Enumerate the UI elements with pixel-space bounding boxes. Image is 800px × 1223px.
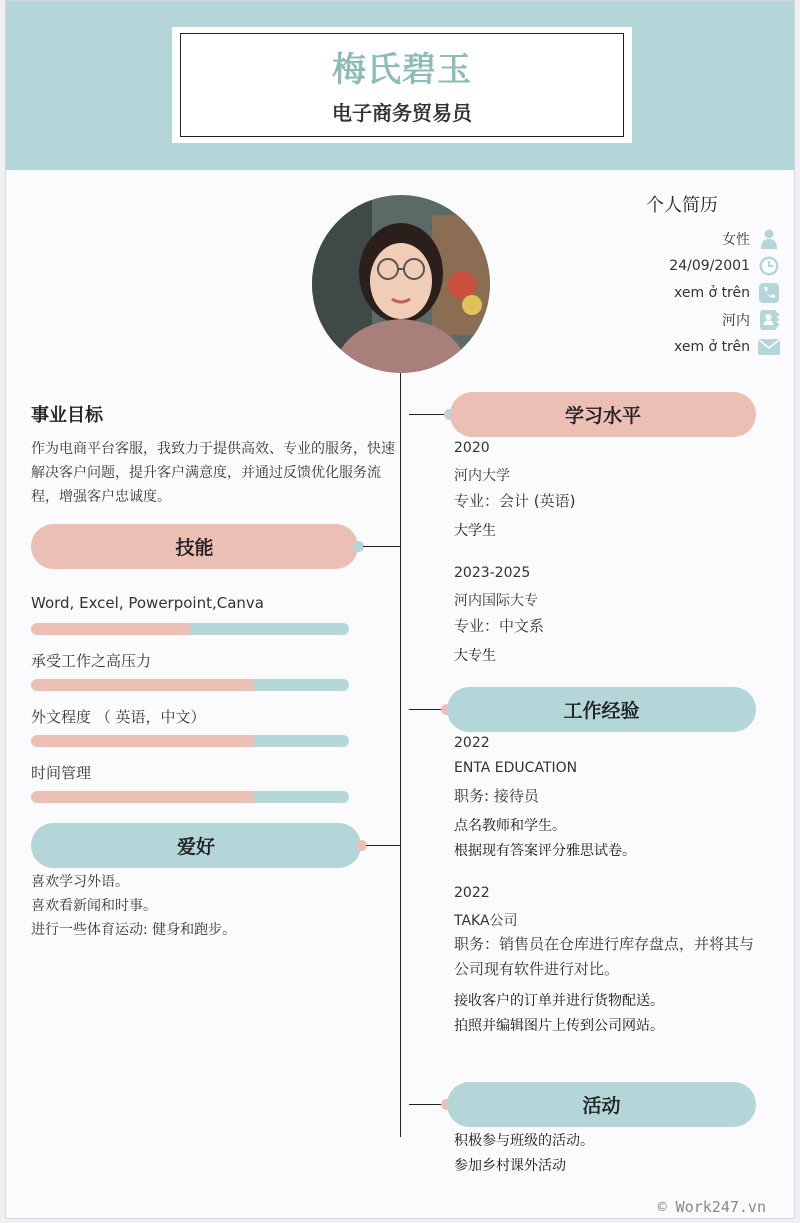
phone-icon [758,282,780,304]
objective-title: 事业目标 [31,405,103,426]
experience-header: 工作经验 [447,687,756,732]
experience-company: ENTA EDUCATION [454,760,578,776]
experience-duty: 接收客户的订单并进行货物配送。 [454,993,664,1009]
mail-icon [758,336,780,358]
experience-year: 2022 [454,885,490,901]
info-row-birthday [669,255,780,277]
email-value: xem ở trên [674,339,750,355]
phone-value: xem ở trên [674,285,750,301]
hobby-item: 喜欢看新闻和时事。 [31,898,157,914]
resume-page [5,0,795,1219]
experience-connector-line [409,709,445,710]
education-connector-line [409,414,447,415]
hobby-item: 进行一些体育运动: 健身和跑步。 [31,922,237,938]
header-band [6,1,794,170]
skill-bar-fill [31,623,190,635]
address-value: 河内 [722,313,750,329]
education-school: 河内大学 [454,468,510,484]
education-year: 2023-2025 [454,565,531,581]
activity-item: 参加乡村课外活动 [454,1158,566,1174]
education-header: 学习水平 [450,392,756,437]
experience-duty: 点名教师和学生。 [454,818,566,834]
education-degree: 大学生 [454,523,496,539]
skill-label: 外文程度 （ 英语，中文） [31,708,206,726]
skill-label: 承受工作之高压力 [31,652,152,670]
info-row-email [674,336,780,358]
personal-info-title: 个人简历 [646,195,718,216]
education-major: 专业：中文系 [454,617,545,635]
skill-label: 时间管理 [31,764,92,782]
birthday-value: 24/09/2001 [669,258,750,274]
clock-icon [758,255,780,277]
skill-bar [31,679,349,691]
candidate-name: 梅氏碧玉 [332,50,472,90]
education-major: 专业：会计 (英语) [454,492,576,510]
skill-bar-fill [31,735,254,747]
experience-role: 职务: 接待员 [454,787,539,805]
education-year: 2020 [454,440,490,456]
objective-text: 作为电商平台客服，我致力于提供高效、专业的服务，快速解决客户问题，提升客户满意度，并通过反馈优化服务流程，增强客户忠诚度。 [31,441,395,505]
profile-photo [312,195,490,373]
activities-connector-line [409,1104,445,1105]
skill-bar [31,791,349,803]
skills-header: 技能 [31,524,358,569]
education-school: 河内国际大专 [454,593,538,609]
skill-bar-fill [31,679,254,691]
info-row-gender [722,228,780,250]
skill-bar [31,735,349,747]
hobby-item: 喜欢学习外语。 [31,874,129,890]
experience-duty: 根据现有答案评分雅思试卷。 [454,843,636,859]
education-degree: 大专生 [454,648,496,664]
gender-value: 女性 [722,232,750,248]
info-row-address [722,309,780,331]
job-title: 电子商务贸易员 [332,101,472,125]
activities-header: 活动 [447,1082,756,1127]
experience-year: 2022 [454,735,490,751]
hobbies-connector-line [366,845,401,846]
experience-role: 职务：销售员在仓库进行库存盘点，并将其与公司现有软件进行对比。 [454,935,755,978]
skill-label: Word, Excel, Powerpoint,Canva [31,594,264,612]
watermark: © Work247.vn [657,1198,766,1216]
skills-connector-line [363,546,401,547]
activity-item: 积极参与班级的活动。 [454,1133,594,1149]
person-icon [758,228,780,250]
experience-company: TAKA公司 [454,913,518,929]
experience-duty: 拍照并编辑图片上传到公司网站。 [454,1018,664,1034]
info-row-phone [674,282,780,304]
hobbies-header: 爱好 [31,823,361,868]
skill-bar-fill [31,791,254,803]
skill-bar [31,623,349,635]
name-box [172,27,632,143]
contact-card-icon [758,309,780,331]
name-frame [180,33,624,137]
